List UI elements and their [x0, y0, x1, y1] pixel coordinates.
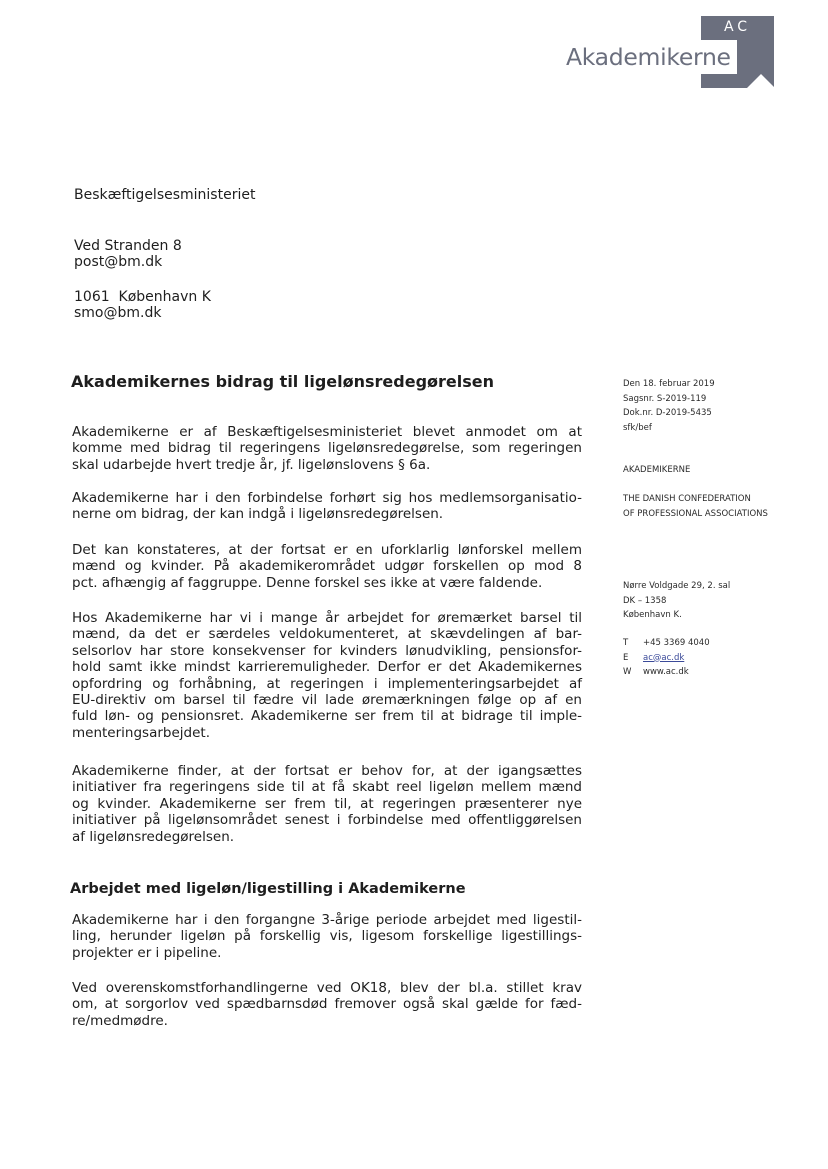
body-paragraph [72, 490, 582, 523]
contact-phone-row [623, 636, 710, 651]
body-paragraph [72, 610, 582, 741]
phone-label: T [623, 638, 629, 648]
meta-doc-number: Dok.nr. D-2019-5435 [623, 408, 712, 418]
paragraph-line: nerne om bidrag, der kan indgå i ligelønsredegørelsen. [72, 506, 444, 523]
paragraph-line: mænd, da det er særdeles veldokumenteret, at skævdelingen af bar- [72, 626, 582, 643]
org-name: AKADEMIKERNE [623, 465, 691, 475]
meta-case-number: Sagsnr. S-2019-119 [623, 393, 707, 404]
document-meta [623, 377, 715, 435]
paragraph-line: komme med bidrag til regeringens ligelønsredegørelse, som regeringen [72, 440, 582, 457]
paragraph-line: fuld løn- og pensionsret. Akademikerne ser frem til at bidrage til imple- [72, 708, 582, 725]
body-paragraph [72, 424, 582, 473]
recipient-line: Beskæftigelsesministeriet [74, 187, 256, 203]
paragraph-line: EU-direktiv om barsel til fædre vil lade øremærkningen følge op af en [72, 692, 582, 709]
body-paragraph [72, 980, 582, 1029]
org-address-line: Nørre Voldgade 29, 2. sal [623, 581, 731, 591]
email-link[interactable]: ac@ac.dk [643, 652, 685, 663]
paragraph-line: Det kan konstateres, at der fortsat er en uforklarlig lønforskel mellem [72, 542, 582, 558]
paragraph-line: opfordring og forhåbning, at regeringen i implementeringsarbejdet af [72, 675, 582, 692]
paragraph-line: mænd og kvinder. På akademikerområdet udgør forskellen op mod 8 [72, 558, 582, 575]
recipient-line: 1061 København K [74, 289, 211, 305]
recipient-email: post@bm.dk [74, 254, 163, 270]
paragraph-line: Akademikerne har i den forbindelse forhørt sig hos medlemsorganisatio- [72, 490, 582, 506]
paragraph-line: Ved overenskomstforhandlingerne ved OK18, blev der bl.a. stillet krav [72, 980, 582, 996]
recipient-emails [74, 220, 162, 339]
logo-badge-text: AC [723, 19, 752, 35]
phone-number: +45 3369 4040 [643, 638, 710, 648]
paragraph-line: pct. afhængig af faggruppe. Denne forskel ses ikke at være faldende. [72, 574, 543, 591]
email-label: E [623, 652, 629, 663]
recipient-line: Ved Stranden 8 [74, 238, 182, 254]
paragraph-line: Akademikerne er af Beskæftigelsesministeriet blevet anmodet om at [72, 424, 582, 440]
paragraph-line: Akademikerne har i den forgangne 3-årige periode arbejdet med ligestil- [72, 912, 582, 928]
paragraph-line: Akademikerne finder, at der fortsat er behov for, at der igangsættes [72, 763, 582, 779]
web-address: www.ac.dk [643, 667, 689, 677]
org-english-line: THE DANISH CONFEDERATION [623, 494, 751, 504]
body-paragraph [72, 912, 582, 961]
body-paragraph [72, 763, 582, 845]
org-address-line: København K. [623, 610, 682, 620]
paragraph-line: initiativer på ligelønsområdet senest i forbindelse med offentliggørelsen [72, 812, 582, 829]
meta-date: Den 18. februar 2019 [623, 379, 715, 389]
body-paragraph [72, 542, 582, 591]
document-title: Akademikernes bidrag til ligelønsredegørelsen [71, 372, 495, 391]
paragraph-line: og kvinder. Akademikerne ser frem til, at regeringen præsenterer nye [72, 795, 582, 812]
web-label: W [623, 667, 632, 677]
paragraph-line: Hos Akademikerne har vi i mange år arbejdet for øremærket barsel til [72, 610, 582, 626]
contact-email-row [623, 651, 710, 666]
paragraph-line: ling, herunder ligeløn på forskellig vis, ligesom forskellige ligestillings- [72, 928, 582, 945]
contact-web-row [623, 665, 710, 680]
org-address [623, 579, 730, 623]
paragraph-line: initiativer fra regeringens side til at få skabt reel ligeløn mellem mænd [72, 779, 582, 796]
paragraph-line: menteringsarbejdet. [72, 724, 210, 741]
org-address-line: DK – 1358 [623, 595, 667, 606]
paragraph-line: projekter er i pipeline. [72, 944, 222, 961]
paragraph-line: af ligelønsredegørelsen. [72, 828, 235, 845]
recipient-email: smo@bm.dk [74, 305, 162, 321]
meta-initials: sfk/bef [623, 422, 652, 433]
paragraph-line: selsorlov har store konsekvenser for kvinders lønudvikling, pensionsfor- [72, 642, 582, 659]
paragraph-line: skal udarbejde hvert tredje år, jf. ligelønslovens § 6a. [72, 456, 431, 473]
paragraph-line: re/medmødre. [72, 1012, 168, 1029]
org-english-name [623, 492, 768, 521]
org-contact [623, 636, 710, 680]
paragraph-line: om, at sorgorlov ved spædbarnsdød fremover også skal gælde for fæd- [72, 996, 582, 1013]
org-english-line: OF PROFESSIONAL ASSOCIATIONS [623, 508, 768, 519]
paragraph-line: hold samt ikke mindst karrieremuligheder. Derfor er det Akademikernes [72, 659, 582, 676]
logo-wordmark: Akademikerne [562, 40, 737, 74]
section-heading: Arbejdet med ligeløn/ligestilling i Akademikerne [70, 881, 466, 897]
